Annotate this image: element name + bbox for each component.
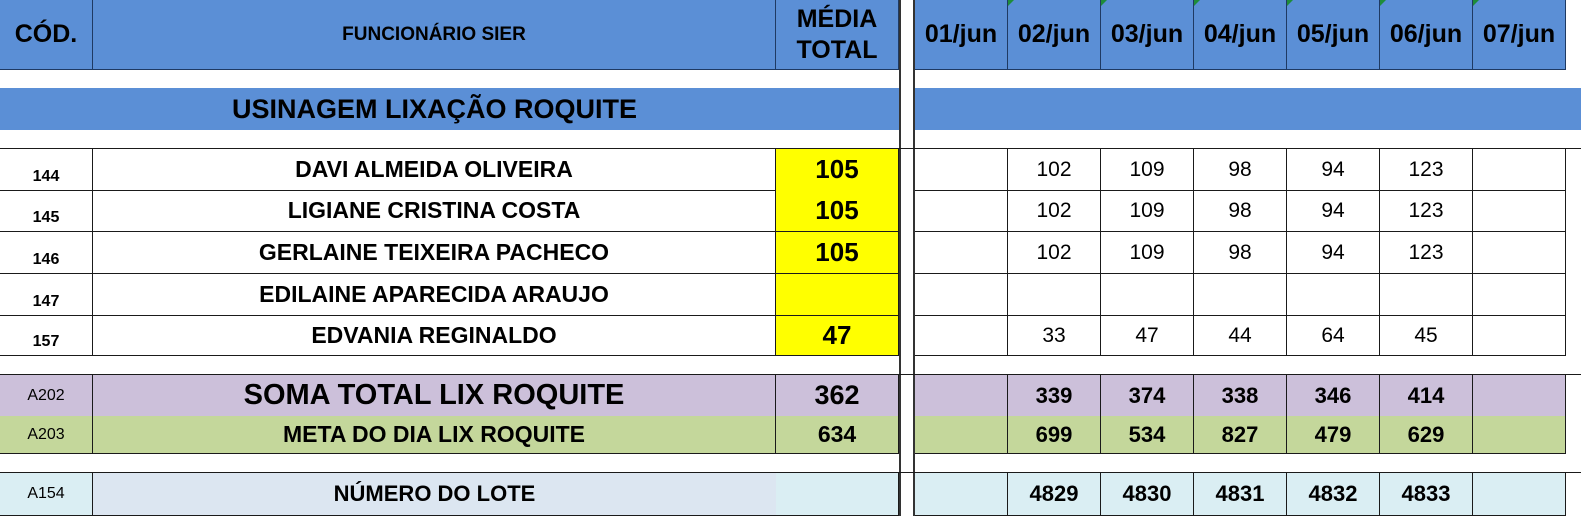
meta-day-cell[interactable]: 534 (1101, 416, 1194, 454)
header-funcionario[interactable]: FUNCIONÁRIO SIER (93, 0, 776, 70)
header-cod[interactable]: CÓD. (0, 0, 93, 70)
day-cell[interactable]: 33 (1008, 316, 1101, 356)
day-cell[interactable] (1101, 274, 1194, 316)
day-cell[interactable]: 123 (1380, 190, 1473, 232)
lote-day-cell[interactable]: 4833 (1380, 473, 1473, 516)
soma-row (0, 374, 1581, 417)
header-media-line1: MÉDIA (796, 4, 878, 33)
employee-code[interactable]: 146 (0, 232, 93, 274)
column-separator (899, 190, 915, 232)
day-cell[interactable] (1380, 274, 1473, 316)
header-day[interactable]: 06/jun (1380, 0, 1473, 70)
employee-code[interactable]: 145 (0, 190, 93, 232)
column-separator (899, 0, 915, 70)
header-media-line2: TOTAL (796, 35, 878, 64)
header-day[interactable]: 01/jun (915, 0, 1008, 70)
employee-name[interactable]: EDILAINE APARECIDA ARAUJO (93, 274, 776, 316)
soma-day-cell[interactable]: 414 (1380, 375, 1473, 417)
employee-name[interactable]: GERLAINE TEIXEIRA PACHECO (93, 232, 776, 274)
header-day[interactable]: 03/jun (1101, 0, 1194, 70)
day-cell[interactable]: 94 (1287, 190, 1380, 232)
soma-day-cell[interactable]: 339 (1008, 375, 1101, 417)
column-separator (899, 130, 915, 148)
day-cell[interactable]: 98 (1194, 190, 1287, 232)
day-cell[interactable]: 123 (1380, 232, 1473, 274)
meta-row (0, 416, 1581, 454)
column-separator (899, 473, 915, 516)
lote-day-cell[interactable]: 4831 (1194, 473, 1287, 516)
soma-day-cell[interactable]: 338 (1194, 375, 1287, 417)
day-cell[interactable] (1194, 274, 1287, 316)
meta-label[interactable]: META DO DIA LIX ROQUITE (93, 416, 776, 454)
column-separator (899, 70, 915, 88)
day-cell[interactable]: 98 (1194, 232, 1287, 274)
day-cell[interactable]: 109 (1101, 149, 1194, 191)
employee-media[interactable] (776, 274, 899, 316)
employee-name[interactable]: DAVI ALMEIDA OLIVEIRA (93, 149, 776, 191)
meta-day-cell[interactable]: 479 (1287, 416, 1380, 454)
soma-code[interactable]: A202 (0, 375, 93, 417)
header-day[interactable]: 02/jun (1008, 0, 1101, 70)
day-cell[interactable]: 47 (1101, 316, 1194, 356)
meta-day-cell[interactable] (915, 416, 1008, 454)
spacer-row (0, 356, 1581, 374)
day-cell[interactable]: 109 (1101, 232, 1194, 274)
meta-day-cell[interactable] (1473, 416, 1566, 454)
employee-row (0, 232, 1581, 274)
day-cell[interactable] (915, 232, 1008, 274)
column-separator (899, 316, 915, 356)
meta-code[interactable]: A203 (0, 416, 93, 454)
employee-code[interactable]: 157 (0, 316, 93, 356)
day-cell[interactable]: 44 (1194, 316, 1287, 356)
day-cell[interactable] (1287, 274, 1380, 316)
lote-row (0, 472, 1581, 516)
day-cell[interactable]: 64 (1287, 316, 1380, 356)
day-cell[interactable] (915, 316, 1008, 356)
header-media-total[interactable] (776, 0, 899, 70)
meta-day-cell[interactable]: 699 (1008, 416, 1101, 454)
day-cell[interactable] (1473, 274, 1566, 316)
employee-row (0, 316, 1581, 356)
day-cell[interactable] (1473, 190, 1566, 232)
meta-media[interactable]: 634 (776, 416, 899, 454)
day-cell[interactable] (1473, 316, 1566, 356)
lote-day-cell[interactable] (915, 473, 1008, 516)
day-cell[interactable]: 109 (1101, 190, 1194, 232)
employee-media[interactable]: 105 (776, 232, 899, 274)
column-separator (899, 88, 915, 130)
section-band-right (915, 88, 1581, 130)
spacer-row (0, 454, 1581, 472)
day-cell[interactable]: 94 (1287, 232, 1380, 274)
soma-day-cell[interactable] (915, 375, 1008, 417)
meta-day-cell[interactable]: 827 (1194, 416, 1287, 454)
day-cell[interactable] (1473, 149, 1566, 191)
day-cell[interactable]: 123 (1380, 149, 1473, 191)
soma-media[interactable]: 362 (776, 375, 899, 417)
column-separator (899, 149, 915, 191)
column-separator (899, 416, 915, 454)
day-cell[interactable]: 45 (1380, 316, 1473, 356)
header-row (0, 0, 1581, 70)
column-separator (899, 356, 915, 374)
employee-media[interactable]: 47 (776, 316, 899, 356)
column-separator (899, 375, 915, 417)
lote-label[interactable]: NÚMERO DO LOTE (93, 473, 776, 516)
day-cell[interactable] (1473, 232, 1566, 274)
day-cell[interactable] (915, 190, 1008, 232)
employee-name[interactable]: LIGIANE CRISTINA COSTA (93, 190, 776, 232)
employee-row (0, 274, 1581, 316)
day-cell[interactable] (915, 274, 1008, 316)
lote-day-cell[interactable]: 4832 (1287, 473, 1380, 516)
day-cell[interactable]: 102 (1008, 190, 1101, 232)
day-cell[interactable]: 102 (1008, 232, 1101, 274)
lote-code[interactable]: A154 (0, 473, 93, 516)
employee-code[interactable]: 147 (0, 274, 93, 316)
column-separator (899, 454, 915, 472)
soma-label[interactable]: SOMA TOTAL LIX ROQUITE (93, 375, 776, 417)
lote-day-cell[interactable] (1473, 473, 1566, 516)
lote-day-cell[interactable]: 4829 (1008, 473, 1101, 516)
meta-day-cell[interactable]: 629 (1380, 416, 1473, 454)
day-cell[interactable]: 98 (1194, 149, 1287, 191)
day-cell[interactable]: 102 (1008, 149, 1101, 191)
section-title[interactable]: USINAGEM LIXAÇÃO ROQUITE (231, 93, 637, 124)
soma-day-cell[interactable]: 346 (1287, 375, 1380, 417)
employee-media[interactable]: 105 (776, 190, 899, 232)
spacer-row (0, 130, 1581, 148)
employee-name[interactable]: EDVANIA REGINALDO (93, 316, 776, 356)
soma-day-cell[interactable] (1473, 375, 1566, 417)
header-day[interactable]: 04/jun (1194, 0, 1287, 70)
column-separator (899, 274, 915, 316)
employee-code[interactable]: 144 (0, 149, 93, 191)
employee-row (0, 190, 1581, 232)
header-day[interactable]: 07/jun (1473, 0, 1566, 70)
section-band (0, 88, 1581, 130)
header-day[interactable]: 05/jun (1287, 0, 1380, 70)
day-cell[interactable] (1008, 274, 1101, 316)
employee-row (0, 148, 1581, 191)
soma-day-cell[interactable]: 374 (1101, 375, 1194, 417)
lote-day-cell[interactable]: 4830 (1101, 473, 1194, 516)
column-separator (899, 232, 915, 274)
employee-media[interactable]: 105 (776, 149, 899, 191)
lote-media[interactable] (776, 473, 899, 516)
spacer-row (0, 70, 1581, 88)
day-cell[interactable]: 94 (1287, 149, 1380, 191)
day-cell[interactable] (915, 149, 1008, 191)
